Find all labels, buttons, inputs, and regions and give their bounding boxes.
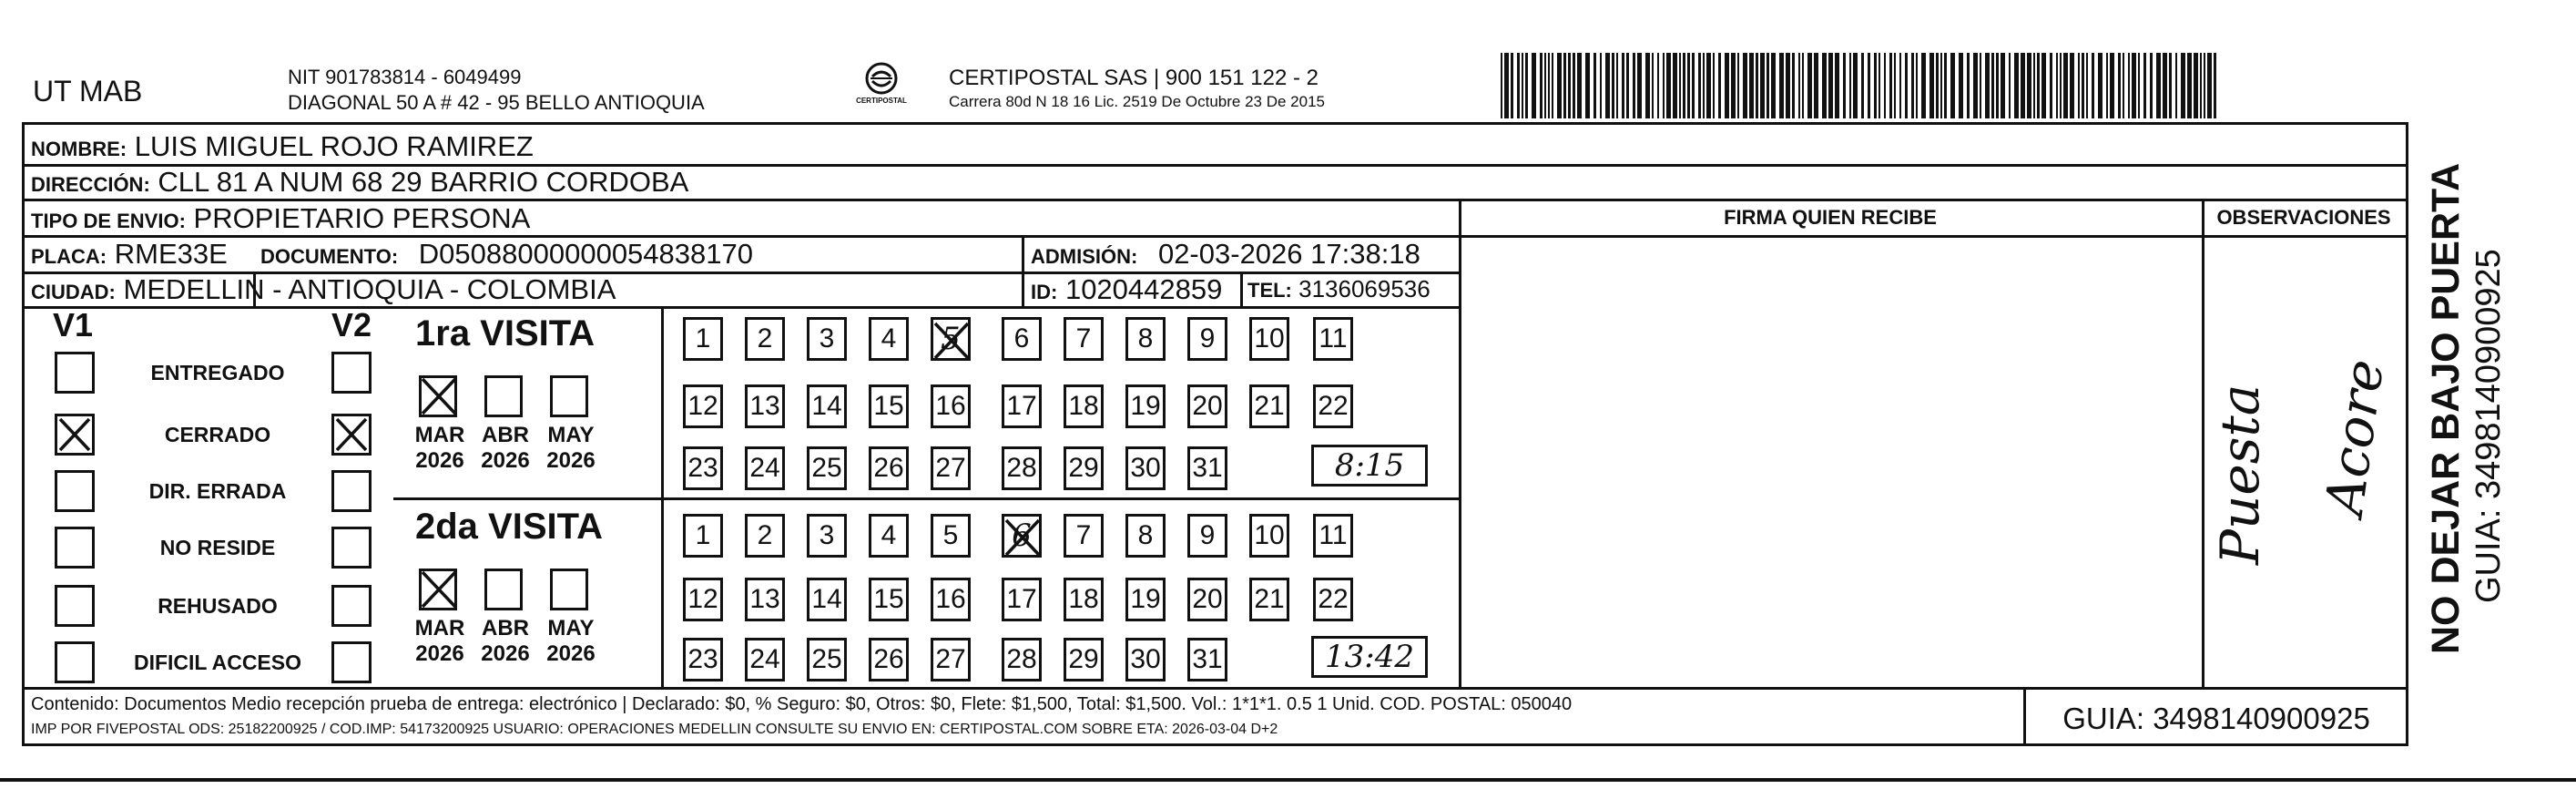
first-visit-day: 17 <box>1002 384 1042 428</box>
col-line <box>1240 272 1243 306</box>
barcode-bar <box>1703 53 1705 118</box>
first-visit-title: 1ra VISITA <box>415 313 596 354</box>
v1-checkbox <box>55 527 95 569</box>
barcode-bar <box>2123 53 2124 118</box>
first-visit-day: 31 <box>1187 446 1227 490</box>
city-value: MEDELLIN - ANTIOQUIA - COLOMBIA <box>123 273 616 305</box>
barcode-bar <box>1894 53 1896 118</box>
tel-value: 3136069536 <box>1298 275 1431 302</box>
barcode-bar <box>1663 53 1665 118</box>
barcode-bar <box>1849 53 1851 118</box>
barcode-bar <box>2021 53 2025 118</box>
second-visit-day: 30 <box>1125 638 1166 681</box>
barcode-bar <box>1568 53 1571 118</box>
barcode-bar <box>1679 53 1681 118</box>
first-visit-month-label <box>473 423 537 474</box>
barcode-bar <box>1612 53 1614 118</box>
barcode-bar <box>2187 53 2192 118</box>
barcode-bar <box>1645 53 1650 118</box>
first-visit-day: 19 <box>1125 384 1166 428</box>
barcode-bar <box>1687 53 1690 118</box>
second-visit-day: 28 <box>1002 638 1042 681</box>
first-visit-month-box <box>484 375 523 417</box>
certipostal-logo <box>856 60 907 105</box>
barcode-bar <box>1743 53 1747 118</box>
barcode-bar <box>1698 53 1701 118</box>
barcode-bar <box>1593 53 1596 118</box>
second-visit-day: 6 <box>1002 514 1042 558</box>
barcode-bar <box>2150 53 2153 118</box>
second-visit-day: 15 <box>869 578 909 621</box>
type-label: TIPO DE ENVIO: <box>31 210 186 232</box>
barcode-bar <box>1973 53 1978 118</box>
document-field <box>260 238 753 271</box>
v2-checkbox <box>331 527 372 569</box>
second-visit-title: 2da VISITA <box>415 507 603 547</box>
v1-check-mark <box>56 415 93 454</box>
second-visit-day: 21 <box>1249 578 1289 621</box>
barcode-bar <box>2200 53 2202 118</box>
barcode-bar <box>1985 53 1990 118</box>
barcode-bar <box>1959 53 1963 118</box>
first-visit-day: 5 <box>931 317 971 361</box>
barcode-bar <box>1522 53 1523 118</box>
barcode-bar <box>2060 53 2062 118</box>
barcode-bar <box>1540 53 1543 118</box>
first-visit-day: 10 <box>1249 317 1289 361</box>
barcode-bar <box>2214 53 2216 118</box>
signature-header-line <box>1459 235 2408 238</box>
carrier-name: CERTIPOSTAL SAS | 900 151 122 - 2 <box>949 66 1319 90</box>
barcode-bar <box>2110 53 2114 118</box>
barcode-bar <box>2106 53 2108 118</box>
status-option-label: ENTREGADO <box>150 361 285 384</box>
second-visit-day: 2 <box>745 514 785 558</box>
tel-field <box>1247 275 1431 303</box>
month-year: 2026 <box>481 641 530 666</box>
second-visit-day: 26 <box>869 638 909 681</box>
observation-handwriting-2: Acore <box>2313 355 2397 519</box>
barcode-bar <box>1792 53 1795 118</box>
second-visit-month-check <box>419 569 459 610</box>
first-visit-day: 6 <box>1002 317 1042 361</box>
first-visit-day: 14 <box>807 384 847 428</box>
barcode-bar <box>1828 53 1833 118</box>
status-option-label: DIFICIL ACCESO <box>133 651 301 674</box>
second-visit-day: 8 <box>1125 514 1166 558</box>
barcode-bar <box>2056 53 2058 118</box>
barcode-bar <box>1940 53 1942 118</box>
company-name: UT MAB <box>33 75 143 108</box>
admission-value: 02-03-2026 17:38:18 <box>1157 238 1420 270</box>
document-value: D05088000000054838170 <box>418 238 753 270</box>
barcode-bar <box>1501 53 1502 118</box>
barcode-bar <box>1737 53 1739 118</box>
first-visit-day: 16 <box>931 384 971 428</box>
plate-value: RME33E <box>114 238 228 270</box>
barcode-bar <box>1921 53 1926 118</box>
second-visit-month-box <box>484 569 523 610</box>
barcode-bar <box>1874 53 1877 118</box>
first-visit-day: 4 <box>869 317 909 361</box>
first-visit-day: 29 <box>1064 446 1104 490</box>
second-visit-month-label <box>473 616 537 667</box>
barcode-bar <box>2181 53 2185 118</box>
second-visit-day: 7 <box>1064 514 1104 558</box>
first-visit-month-box <box>550 375 588 417</box>
barcode-bar <box>2138 53 2140 118</box>
barcode-bar <box>2050 53 2052 118</box>
barcode-bar <box>2001 53 2005 118</box>
first-visit-day: 22 <box>1313 384 1353 428</box>
barcode <box>1501 53 2222 118</box>
barcode-bar <box>1911 53 1914 118</box>
month-name: MAY <box>547 423 595 447</box>
barcode-bar <box>1944 53 1947 118</box>
barcode-bar <box>2078 53 2080 118</box>
col-line <box>1459 199 1461 687</box>
barcode-bar <box>1980 53 1981 118</box>
barcode-bar <box>1713 53 1715 118</box>
admission-field <box>1031 238 1420 271</box>
barcode-bar <box>1573 53 1575 118</box>
month-year: 2026 <box>481 448 530 473</box>
barcode-bar <box>1585 53 1590 118</box>
barcode-bar <box>1725 53 1729 118</box>
barcode-bar <box>1807 53 1812 118</box>
city-label: CIUDAD: <box>31 281 116 303</box>
barcode-bar <box>1779 53 1784 118</box>
barcode-bar <box>1798 53 1800 118</box>
barcode-bar <box>1802 53 1804 118</box>
barcode-bar <box>1544 53 1546 118</box>
barcode-bar <box>1652 53 1654 118</box>
col-line <box>2202 199 2204 687</box>
first-visit-day: 27 <box>931 446 971 490</box>
barcode-bar <box>1835 53 1839 118</box>
month-year: 2026 <box>546 641 596 666</box>
barcode-bar <box>1548 53 1550 118</box>
first-visit-day: 20 <box>1187 384 1227 428</box>
id-field <box>1031 273 1222 306</box>
first-visit-day-mark <box>932 320 972 362</box>
barcode-bar <box>1884 53 1886 118</box>
first-visit-day: 3 <box>807 317 847 361</box>
side-guia: GUIA: 3498140900925 <box>2469 249 2508 603</box>
tel-label: TEL: <box>1247 279 1292 302</box>
barcode-bar <box>2082 53 2084 118</box>
v1-header: V1 <box>53 306 94 343</box>
document-label: DOCUMENTO: <box>260 245 399 268</box>
barcode-bar <box>1868 53 1870 118</box>
first-visit-day: 26 <box>869 446 909 490</box>
v1-checkbox <box>55 641 95 683</box>
first-visit-month-check <box>419 375 459 417</box>
second-visit-day: 3 <box>807 514 847 558</box>
barcode-bar <box>1905 53 1908 118</box>
second-visit-month-label <box>408 616 472 667</box>
second-visit-day: 4 <box>869 514 909 558</box>
barcode-bar <box>1616 53 1618 118</box>
second-visit-time: 13:42 <box>1311 636 1428 678</box>
barcode-bar <box>1504 53 1509 118</box>
second-visit-day: 13 <box>745 578 785 621</box>
barcode-bar <box>1916 53 1918 118</box>
admission-label: ADMISIÓN: <box>1031 245 1138 268</box>
barcode-bar <box>2194 53 2198 118</box>
side-warning: NO DEJAR BAJO PUERTA <box>2424 162 2468 654</box>
second-visit-day: 19 <box>1125 578 1166 621</box>
first-visit-day: 13 <box>745 384 785 428</box>
barcode-bar <box>2175 53 2177 118</box>
carrier-license: Carrera 80d N 18 16 Lic. 2519 De Octubre 23 De 2015 <box>949 93 1325 110</box>
signature-column-header: FIRMA QUIEN RECIBE <box>1724 206 1937 229</box>
barcode-bar <box>1557 53 1562 118</box>
second-visit-day-mark <box>1003 517 1043 558</box>
plate-label: PLACA: <box>31 245 107 268</box>
barcode-bar <box>1760 53 1765 118</box>
first-visit-day: 12 <box>683 384 723 428</box>
name-label: NOMBRE: <box>31 138 127 160</box>
type-field <box>31 202 530 235</box>
barcode-bar <box>1692 53 1695 118</box>
first-visit-time: 8:15 <box>1311 445 1428 487</box>
footer-guia: GUIA: 3498140900925 <box>2062 702 2370 735</box>
barcode-bar <box>2070 53 2074 118</box>
barcode-bar <box>2163 53 2167 118</box>
frame-bottom <box>22 743 2408 746</box>
plate-field <box>31 238 228 271</box>
first-visit-day: 25 <box>807 446 847 490</box>
barcode-bar <box>1633 53 1635 118</box>
barcode-bar <box>2037 53 2040 118</box>
barcode-bar <box>1771 53 1776 118</box>
first-visit-month-label <box>408 423 472 474</box>
second-visit-day: 14 <box>807 578 847 621</box>
first-visit-day: 8 <box>1125 317 1166 361</box>
v2-checkbox <box>331 585 372 627</box>
type-value: PROPIETARIO PERSONA <box>193 202 531 234</box>
barcode-bar <box>2169 53 2172 118</box>
barcode-bar <box>1756 53 1758 118</box>
barcode-bar <box>1814 53 1818 118</box>
barcode-bar <box>2118 53 2121 118</box>
second-visit-day: 11 <box>1313 514 1353 558</box>
status-option-label: CERRADO <box>164 423 271 446</box>
address-value: CLL 81 A NUM 68 29 BARRIO CORDOBA <box>158 166 689 198</box>
barcode-bar <box>1605 53 1610 118</box>
first-visit-day: 21 <box>1249 384 1289 428</box>
barcode-bar <box>1626 53 1629 118</box>
status-option-label: DIR. ERRADA <box>148 479 287 503</box>
row-line <box>22 306 1461 309</box>
barcode-bar <box>1853 53 1858 118</box>
barcode-bar <box>1996 53 1999 118</box>
col-line <box>2023 687 2026 743</box>
second-visit-month-label <box>539 616 603 667</box>
logo-icon <box>863 60 900 97</box>
barcode-bar <box>2128 53 2130 118</box>
barcode-bar <box>1511 53 1513 118</box>
first-visit-day: 11 <box>1313 317 1353 361</box>
barcode-bar <box>1666 53 1671 118</box>
barcode-bar <box>2009 53 2011 118</box>
barcode-bar <box>2014 53 2019 118</box>
barcode-bar <box>1929 53 1934 118</box>
v1-checkbox <box>55 470 95 512</box>
barcode-bar <box>1525 53 1528 118</box>
month-year: 2026 <box>415 641 464 666</box>
barcode-bar <box>2027 53 2031 118</box>
observations-column-header: OBSERVACIONES <box>2216 206 2391 229</box>
company-address: DIAGONAL 50 A # 42 - 95 BELLO ANTIOQUIA <box>288 91 705 114</box>
v2-checkbox <box>331 641 372 683</box>
barcode-bar <box>1637 53 1642 118</box>
frame-right <box>2406 122 2408 744</box>
barcode-bar <box>1600 53 1602 118</box>
barcode-bar <box>2156 53 2161 118</box>
first-visit-month-label <box>539 423 603 474</box>
v2-check-mark <box>333 415 370 454</box>
barcode-bar <box>1767 53 1769 118</box>
barcode-bar <box>1532 53 1536 118</box>
first-visit-day: 15 <box>869 384 909 428</box>
barcode-bar <box>1706 53 1711 118</box>
observation-handwriting-1: Puesta <box>2209 384 2271 565</box>
first-visit-day: 18 <box>1064 384 1104 428</box>
second-visit-day: 27 <box>931 638 971 681</box>
second-visit-day: 31 <box>1187 638 1227 681</box>
barcode-bar <box>1899 53 1901 118</box>
name-value: LUIS MIGUEL ROJO RAMIREZ <box>134 130 534 162</box>
second-visit-day: 23 <box>683 638 723 681</box>
month-name: MAY <box>547 616 595 640</box>
barcode-bar <box>2204 53 2205 118</box>
barcode-bar <box>1517 53 1520 118</box>
second-visit-day: 20 <box>1187 578 1227 621</box>
barcode-bar <box>2033 53 2035 118</box>
id-label: ID: <box>1031 281 1058 303</box>
month-year: 2026 <box>546 448 596 473</box>
address-label: DIRECCIÓN: <box>31 173 150 196</box>
month-name: MAR <box>414 423 465 447</box>
month-name: ABR <box>482 616 529 640</box>
second-visit-day: 22 <box>1313 578 1353 621</box>
first-visit-day: 9 <box>1187 317 1227 361</box>
visit-separator <box>393 497 1459 500</box>
page-edge-line <box>0 778 2576 782</box>
barcode-bar <box>1861 53 1864 118</box>
city-field <box>31 273 616 306</box>
barcode-bar <box>1657 53 1659 118</box>
second-visit-day: 10 <box>1249 514 1289 558</box>
frame-top <box>22 122 2408 125</box>
first-visit-day: 30 <box>1125 446 1166 490</box>
footer-imp: IMP POR FIVEPOSTAL ODS: 25182200925 / COD.IMP: 54173200925 USUARIO: OPERACIONES MEDELLIN CONSULTE SU ENVIO EN: CERTIPOSTAL.COM SOBRE ETA: 2026-03-04 D+2 <box>31 722 1278 737</box>
barcode-bar <box>1967 53 1970 118</box>
second-visit-day: 16 <box>931 578 971 621</box>
second-visit-day: 12 <box>683 578 723 621</box>
first-visit-day: 28 <box>1002 446 1042 490</box>
barcode-bar <box>1673 53 1677 118</box>
frame-left <box>22 122 25 744</box>
barcode-bar <box>2132 53 2136 118</box>
barcode-bar <box>1822 53 1827 118</box>
second-visit-day: 29 <box>1064 638 1104 681</box>
barcode-bar <box>2086 53 2088 118</box>
second-visit-month-box <box>550 569 588 610</box>
v2-checkbox <box>331 352 372 394</box>
barcode-bar <box>1622 53 1624 118</box>
barcode-bar <box>1950 53 1955 118</box>
barcode-bar <box>1749 53 1754 118</box>
barcode-bar <box>1731 53 1736 118</box>
barcode-bar <box>1683 53 1685 118</box>
v2-header: V2 <box>331 306 372 343</box>
v1-checkbox <box>55 585 95 627</box>
barcode-bar <box>2092 53 2094 118</box>
id-value: 1020442859 <box>1064 273 1223 305</box>
v2-checkbox <box>331 470 372 512</box>
logo-text: CERTIPOSTAL <box>856 97 907 105</box>
barcode-bar <box>1991 53 1994 118</box>
second-visit-day: 24 <box>745 638 785 681</box>
barcode-bar <box>1936 53 1939 118</box>
first-visit-day: 23 <box>683 446 723 490</box>
barcode-bar <box>1563 53 1566 118</box>
second-visit-day: 25 <box>807 638 847 681</box>
col-line <box>661 306 664 687</box>
barcode-bar <box>2143 53 2146 118</box>
barcode-bar <box>1843 53 1846 118</box>
row-line <box>22 199 2408 201</box>
barcode-bar <box>2207 53 2212 118</box>
name-field <box>31 130 534 163</box>
first-visit-day: 1 <box>683 317 723 361</box>
first-visit-day: 2 <box>745 317 785 361</box>
barcode-bar <box>1786 53 1790 118</box>
month-year: 2026 <box>415 448 464 473</box>
first-visit-day: 24 <box>745 446 785 490</box>
month-name: MAR <box>414 616 465 640</box>
status-option-label: NO RESIDE <box>159 536 276 559</box>
v1-checkbox <box>55 352 95 394</box>
barcode-bar <box>2041 53 2046 118</box>
company-nit: NIT 901783814 - 6049499 <box>288 66 522 88</box>
barcode-bar <box>2063 53 2068 118</box>
second-visit-day: 1 <box>683 514 723 558</box>
second-visit-day: 17 <box>1002 578 1042 621</box>
second-visit-day: 18 <box>1064 578 1104 621</box>
first-visit-day: 7 <box>1064 317 1104 361</box>
second-visit-day: 9 <box>1187 514 1227 558</box>
barcode-bar <box>1577 53 1582 118</box>
barcode-bar <box>1889 53 1892 118</box>
second-visit-day: 5 <box>931 514 971 558</box>
status-option-label: REHUSADO <box>158 594 278 618</box>
barcode-bar <box>1718 53 1721 118</box>
footer-content: Contenido: Documentos Medio recepción prueba de entrega: electrónico | Declarado: $0, % Seguro: $0, Otros: $0, Flete: $1,500, Total: $1,500. Vol.: 1*1*1. 0.5 1 Unid. COD. POSTAL: 050040 <box>31 694 1573 714</box>
barcode-bar <box>2098 53 2103 118</box>
address-field <box>31 166 688 199</box>
row-line <box>22 687 2408 690</box>
month-name: ABR <box>482 423 529 447</box>
barcode-bar <box>1552 53 1553 118</box>
barcode-bar <box>1879 53 1880 118</box>
col-line <box>1022 235 1024 306</box>
